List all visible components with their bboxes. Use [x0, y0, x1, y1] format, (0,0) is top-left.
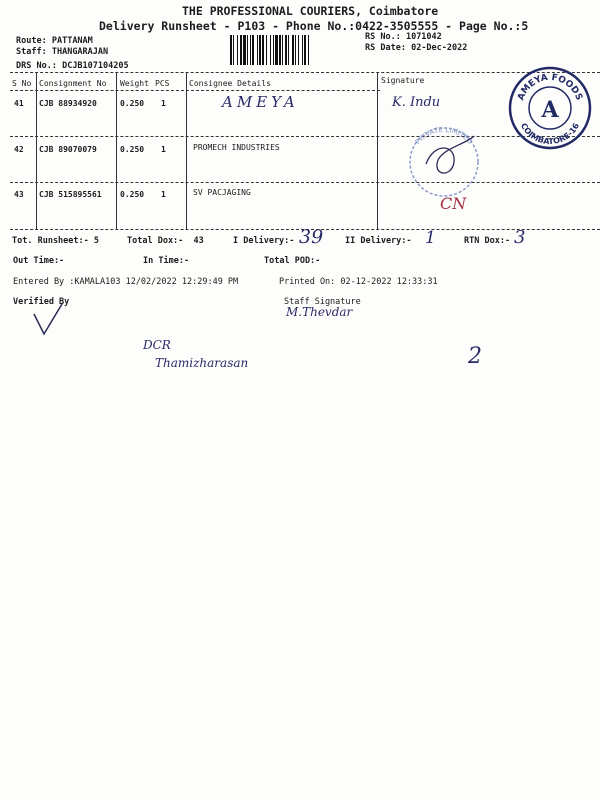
barcode-bar	[233, 35, 234, 65]
staff-line	[16, 47, 108, 57]
total-dox-value: 43	[193, 236, 204, 246]
row-consignee: SV PACJAGING	[193, 188, 251, 197]
rs-no-value: 1071042	[405, 32, 442, 42]
row-weight: 0.250	[120, 190, 145, 199]
barcode-bar	[257, 35, 258, 65]
total-dox-label: Total Dox:-	[127, 236, 184, 246]
route-line	[16, 36, 93, 46]
out-time: Out Time:-	[13, 256, 65, 266]
tot-runsheet-label: Tot. Runsheet:-	[12, 236, 89, 246]
rtn-dox-value: 3	[514, 227, 526, 248]
ii-delivery-label: II Delivery:-	[345, 236, 412, 246]
total-dox	[127, 236, 204, 246]
tot-runsheet-value: 5	[93, 236, 100, 246]
row-weight: 0.250	[120, 99, 145, 108]
rs-date-line	[365, 43, 467, 53]
entered-by: Entered By :KAMALA103 12/02/2022 12:29:49 PM	[13, 277, 239, 287]
row-rule	[10, 182, 600, 183]
verified-by: Verified By	[13, 297, 70, 307]
i-delivery	[233, 236, 294, 246]
staff-label: Staff:	[16, 47, 47, 57]
row-consignee-handwritten: AMEYA	[222, 93, 299, 111]
stamp-top-text: AMEYA FOODS	[516, 72, 584, 102]
barcode-image	[230, 35, 358, 65]
in-time: In Time:-	[143, 256, 190, 266]
barcode-bar	[285, 35, 287, 65]
i-delivery-label: I Delivery:-	[233, 236, 295, 246]
barcode-bar	[282, 35, 283, 65]
stamp2-text: PRIVATE LIMITED	[413, 125, 475, 146]
route-label: Route:	[16, 36, 47, 46]
verified-signature-mark	[28, 300, 68, 340]
row-sno: 41	[14, 99, 24, 108]
row-handwritten-mark: CN	[440, 194, 467, 213]
row-consignment: CJB 89070079	[39, 145, 97, 154]
barcode-bar	[275, 35, 278, 65]
row-consignment: CJB 88934920	[39, 99, 97, 108]
barcode-bar	[273, 35, 274, 65]
row-sno: 42	[14, 145, 24, 154]
barcode-bar	[259, 35, 261, 65]
rs-no-label: RS No.:	[365, 32, 401, 42]
rtn-dox-label: RTN Dox:-	[464, 236, 511, 246]
col-divider	[36, 73, 37, 230]
rs-date-value: 02-Dec-2022	[411, 43, 468, 53]
dcr-note: DCR	[143, 338, 171, 352]
barcode-bar	[243, 35, 246, 65]
barcode-bar	[252, 35, 254, 65]
barcode-bar	[292, 35, 294, 65]
barcode-bar	[247, 35, 248, 65]
col-divider	[116, 73, 117, 230]
total-pod: Total POD:-	[264, 256, 321, 266]
col-header-signature: Signature	[381, 76, 425, 85]
staff-value: THANGARAJAN	[51, 47, 109, 57]
barcode-bar	[302, 35, 303, 65]
barcode-bar	[304, 35, 306, 65]
drs-label: DRS No.:	[16, 61, 57, 71]
barcode-bar	[270, 35, 271, 65]
company-round-stamp	[404, 124, 484, 198]
col-divider	[186, 73, 187, 230]
col-divider	[377, 73, 378, 230]
barcode-bar	[250, 35, 251, 65]
barcode-bar	[298, 35, 299, 65]
row-pcs: 1	[161, 145, 166, 154]
ii-delivery-value: 1	[425, 228, 436, 248]
drs-value: DCJB107104205	[62, 61, 129, 71]
barcode-bar	[262, 35, 264, 65]
row-pcs: 1	[161, 190, 166, 199]
tot-runsheet	[12, 236, 99, 246]
barcode-bar	[295, 35, 296, 65]
dcr-name: Thamizharasan	[155, 356, 249, 370]
row-signature: K. Indu	[392, 95, 441, 110]
barcode-bar	[240, 35, 242, 65]
barcode-bar	[230, 35, 232, 65]
staff-signature: M.Thevdar	[286, 305, 353, 319]
i-delivery-value: 39	[299, 226, 324, 248]
barcode-bar	[288, 35, 289, 65]
runsheet-subtitle: Delivery Runsheet - P103 - Phone No.:0422-3505555 - Page No.:5	[99, 19, 529, 33]
printed-on: Printed On: 02-12-2022 12:33:31	[279, 277, 438, 287]
svg-text:PRIVATE LIMITED	[414, 126, 474, 146]
company-title: THE PROFESSIONAL COURIERS, Coimbatore	[182, 4, 439, 18]
col-header-pcs: PCS	[155, 79, 170, 88]
row-pcs: 1	[161, 99, 166, 108]
ii-delivery	[345, 236, 412, 246]
rs-date-label: RS Date:	[365, 43, 406, 53]
col-header-weight: Weight	[120, 79, 149, 88]
header-rule	[10, 90, 380, 91]
staff-signature-label: Staff Signature	[284, 297, 361, 307]
ameya-foods-stamp	[508, 66, 592, 150]
rtn-dox	[464, 236, 510, 246]
barcode-bar	[308, 35, 309, 65]
barcode-bar	[266, 35, 267, 65]
rs-no-line	[365, 32, 442, 42]
row-consignment: CJB 515895561	[39, 190, 102, 199]
drs-line	[16, 61, 129, 71]
col-header-sno: S No	[12, 79, 32, 88]
stamp-letter: A	[541, 97, 559, 123]
row-weight: 0.250	[120, 145, 145, 154]
barcode-bar	[237, 35, 238, 65]
page-mark: 2	[468, 344, 482, 369]
route-value: PATTANAM	[51, 36, 93, 46]
col-header-consignment: Consignment No	[39, 79, 107, 88]
stamp-bottom-text: COIMBATORE-16	[518, 121, 582, 147]
barcode-bar	[279, 35, 281, 65]
row-sno: 43	[14, 190, 24, 199]
row-consignee: PROMECH INDUSTRIES	[193, 143, 280, 152]
col-header-consignee: Consignee Details	[189, 79, 271, 88]
